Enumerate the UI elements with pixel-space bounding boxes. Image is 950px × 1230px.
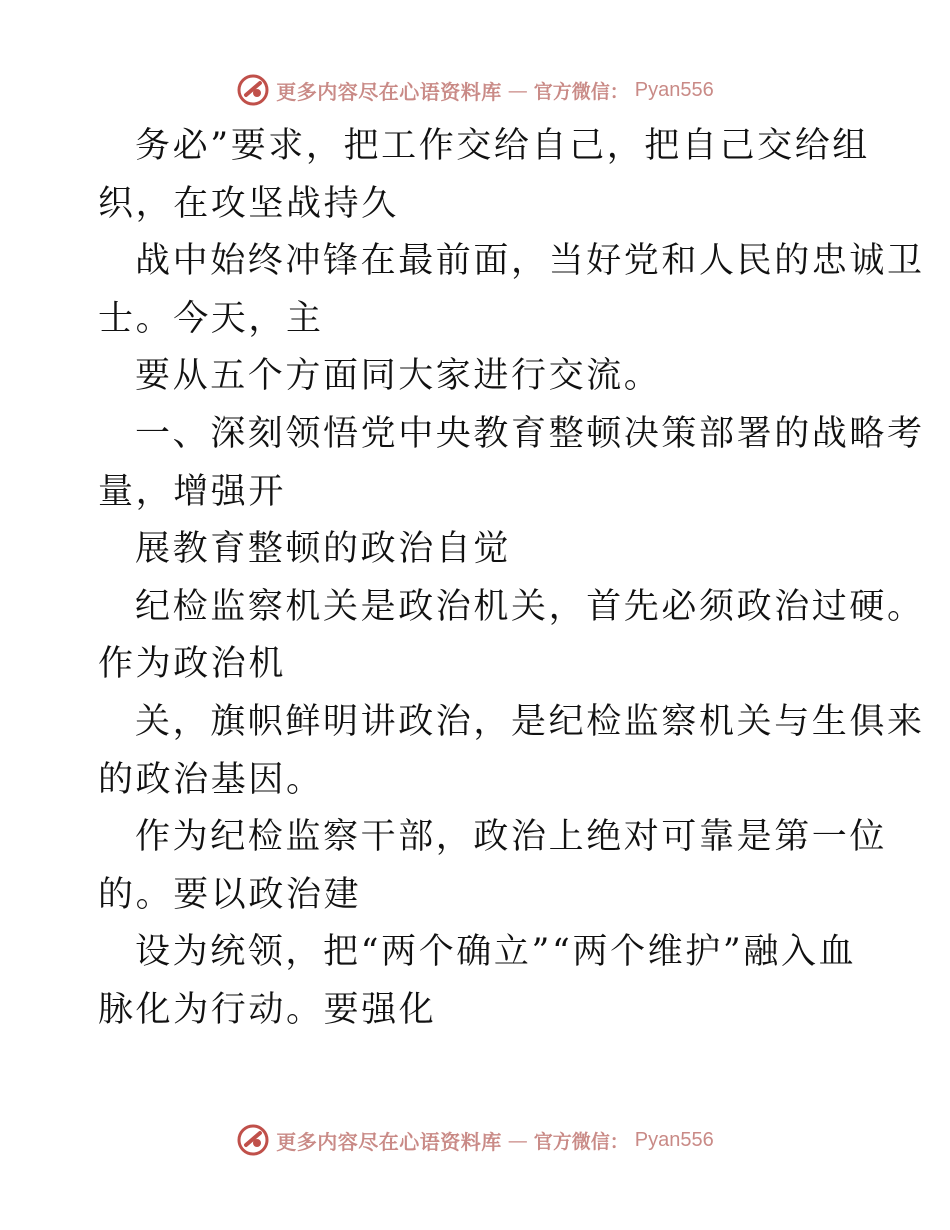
footer-dash: —	[507, 1128, 528, 1152]
paragraph	[98, 521, 858, 579]
paragraph	[98, 406, 925, 521]
paragraph-line: 士。今天，主	[98, 298, 324, 339]
paragraph-line: 脉化为行动。要强化	[98, 989, 437, 1030]
paragraph	[98, 233, 925, 348]
paragraph-line: 作为政治机	[98, 644, 287, 685]
paragraph-line: 要从五个方面同大家进行交流。	[135, 356, 662, 397]
paragraph-line: 织，在攻坚战持久	[98, 183, 399, 224]
paragraph-line: 纪检监察机关是政治机关，首先必须政治过硬。	[135, 586, 925, 627]
paragraph	[98, 348, 858, 406]
paragraph-line: 一、深刻领悟党中央教育整顿决策部署的战略考	[135, 413, 925, 454]
paragraph	[98, 579, 925, 694]
paragraph	[98, 809, 888, 924]
red-seal-logo-icon	[236, 73, 270, 107]
header-brand-text: 更多内容尽在心语资料库	[276, 79, 502, 104]
paragraph	[98, 118, 870, 233]
footer-wechat-id: Pyan556	[634, 1128, 714, 1151]
footer-brand-text: 更多内容尽在心语资料库	[276, 1129, 502, 1154]
paragraph	[98, 694, 925, 809]
red-seal-logo-icon	[236, 1123, 270, 1157]
paragraph	[98, 924, 858, 1039]
document-body	[98, 118, 925, 1040]
header-dash: —	[507, 78, 528, 102]
paragraph-line: 作为纪检监察干部，政治上绝对可靠是第一位	[135, 817, 888, 858]
paragraph-line: 战中始终冲锋在最前面，当好党和人民的忠诚卫	[135, 241, 925, 282]
footer-banner	[0, 1120, 950, 1160]
header-wechat-label: 官方微信：	[533, 80, 629, 103]
paragraph-line: 的。要以政治建	[98, 874, 362, 915]
paragraph-line: 展教育整顿的政治自觉	[135, 529, 512, 570]
paragraph-line: 量，增强开	[98, 471, 287, 512]
paragraph-line: 关，旗帜鲜明讲政治，是纪检监察机关与生俱来	[135, 701, 925, 742]
paragraph-line: 务必”要求，把工作交给自己，把自己交给组	[135, 126, 870, 166]
paragraph-line: 的政治基因。	[98, 759, 324, 800]
footer-wechat-label: 官方微信：	[533, 1130, 629, 1153]
header-banner	[0, 70, 950, 110]
header-wechat-id: Pyan556	[634, 78, 714, 101]
paragraph-line: 设为统领，把“两个确立”“两个维护”融入血	[135, 932, 857, 973]
